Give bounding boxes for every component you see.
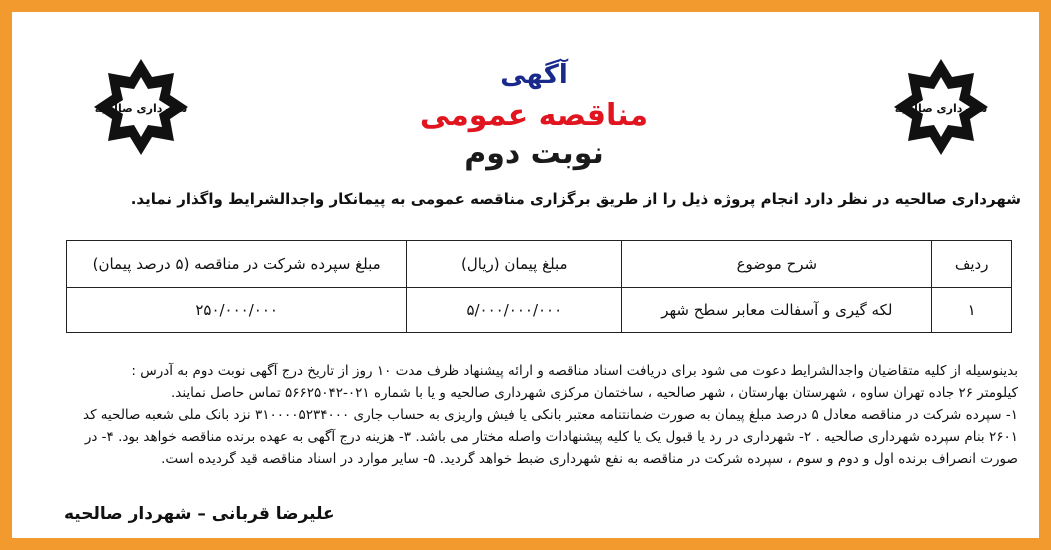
notice-details — [68, 360, 1018, 470]
cell-contract-amount: ۵/۰۰۰/۰۰۰/۰۰۰ — [407, 288, 622, 333]
notice-title: آگهی — [500, 60, 568, 90]
header-cell-deposit: مبلغ سپرده شرکت در مناقصه (۵ درصد پیمان) — [67, 241, 407, 288]
table-header-row — [67, 241, 1012, 288]
header-cell-contract-amount: مبلغ پیمان (ریال) — [407, 241, 622, 288]
logo-text: شهرداری صالحیه — [894, 102, 988, 115]
table-row — [67, 288, 1012, 333]
signature: علیرضا قربانی – شهردار صالحیه — [64, 504, 335, 524]
municipality-emblem-icon — [86, 55, 196, 159]
notice-body — [24, 24, 1051, 550]
intro-text: شهرداری صالحیه در نظر دارد انجام پروژه ذیل را از طریق برگزاری مناقصه عمومی به پیمانکار واجدالشرایط واگذار نماید. — [130, 190, 1021, 208]
details-line-3: ۱- سپرده شرکت در مناقصه معادل ۵ درصد مبلغ پیمان به صورت ضمانتنامه معتبر بانکی یا فیش واریزی به حساب جاری ۳۱۰۰۰۰۵۲۳۴۰۰۰ نزد بانک ملی شعبه صالحیه کد ۲۶۰۱ بنام سپرده شهرداری صالحیه . ۲- شهرداری در رد یا قبول یک یا کلیه پیشنهادات واصله مختار می باشد. ۳- هزینه درج آگهی به عهده برنده مناقصه خواهد بود. ۴- در صورت انصراف برنده اول و دوم و سوم ، سپرده شرکت در مناقصه به نفع شهرداری ضبط خواهد گردید. ۵- سایر موارد در اسناد مناقصه قید گردیده است. — [82, 407, 1018, 467]
municipality-logo-right — [882, 52, 1000, 162]
tender-table — [66, 240, 1012, 333]
notice-subtitle: مناقصه عمومی — [419, 98, 649, 133]
header-cell-index: ردیف — [932, 241, 1012, 288]
logo-text: شهرداری صالحیه — [94, 102, 188, 115]
notice-round: نوبت دوم — [464, 136, 604, 171]
cell-description: لکه گیری و آسفالت معابر سطح شهر — [622, 288, 932, 333]
cell-index: ۱ — [932, 288, 1012, 333]
municipality-emblem-icon — [886, 55, 996, 159]
header-cell-description: شرح موضوع — [622, 241, 932, 288]
municipality-logo-left — [82, 52, 200, 162]
details-line-1: بدینوسیله از کلیه متقاضیان واجدالشرایط دعوت می شود برای دریافت اسناد مناقصه و ارائه پیشنهاد ظرف مدت ۱۰ روز از تاریخ درج آگهی نوبت دوم به آدرس : — [131, 363, 1018, 379]
cell-deposit: ۲۵۰/۰۰۰/۰۰۰ — [67, 288, 407, 333]
details-line-2: کیلومتر ۲۶ جاده تهران ساوه ، شهرستان بهارستان ، شهر صالحیه ، ساختمان مرکزی شهرداری صالحیه و یا با شماره ۰۲۱-۵۶۶۲۵۰۴۲ تماس حاصل نمایند. — [170, 385, 1018, 401]
